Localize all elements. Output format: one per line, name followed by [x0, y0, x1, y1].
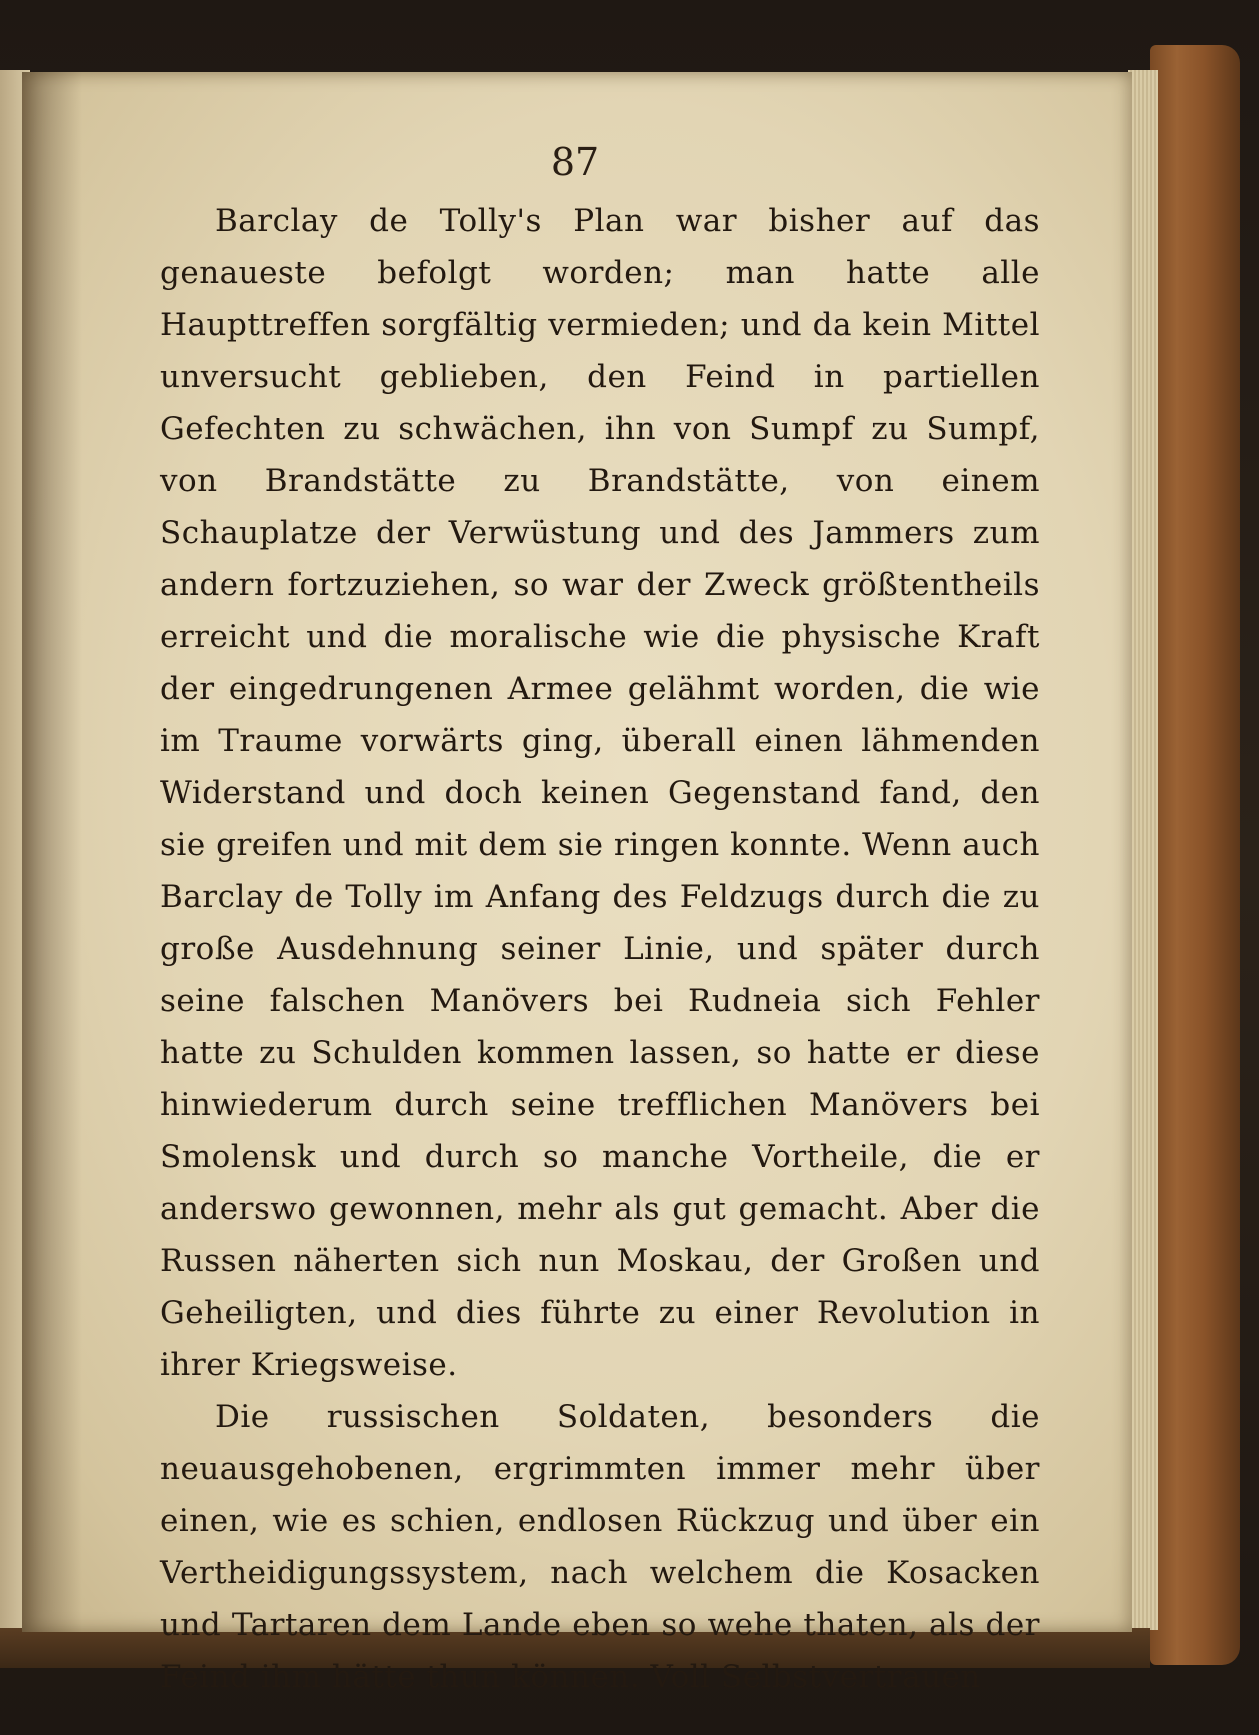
page-gutter-shadow	[22, 72, 82, 1632]
page-text	[160, 195, 1040, 1703]
paragraph-2: Die russischen Soldaten, besonders die neuausgehobenen, ergrimmten immer mehr über einen, wie es schien, endlosen Rückzug und über ein Vertheidigungssystem, nach welchem die Kosacken und Tartaren dem Lande eben so wehe thaten, als der Feind ihm hätte thun können. Voll Selbstvertrauen	[160, 1399, 1040, 1695]
paragraph-1: Barclay de Tolly's Plan war bisher auf das genaueste befolgt worden; man hatte alle Haupttreffen sorgfältig vermieden; und da kein Mittel unversucht geblieben, den Feind in partiellen Gefechten zu schwächen, ihn von Sumpf zu Sumpf, von Brandstätte zu Brandstätte, von einem Schauplatze der Verwüstung und des Jammers zum andern fortzuziehen, so war der Zweck größtentheils erreicht und die moralische wie die physische Kraft der eingedrungenen Armee gelähmt worden, die wie im Traume vorwärts ging, überall einen lähmenden Widerstand und doch keinen Gegenstand fand, den sie greifen und mit dem sie ringen konnte. Wenn auch Barclay de Tolly im Anfang des Feldzugs durch die zu große Ausdehnung seiner Linie, und später durch seine falschen Manövers bei Rudneia sich Fehler hatte zu Schulden kommen lassen, so hatte er diese hinwiederum durch seine trefflichen Manövers bei Smolensk und durch so manche Vortheile, die er anderswo gewonnen, mehr als gut gemacht. Aber die Russen näherten sich nun Moskau, der Großen und Geheiligten, und dies führte zu einer Revolution in ihrer Kriegsweise.	[160, 203, 1040, 1383]
book-cover-edge	[1150, 45, 1240, 1665]
page-number: 87	[550, 140, 600, 184]
page-edges	[1128, 70, 1158, 1630]
